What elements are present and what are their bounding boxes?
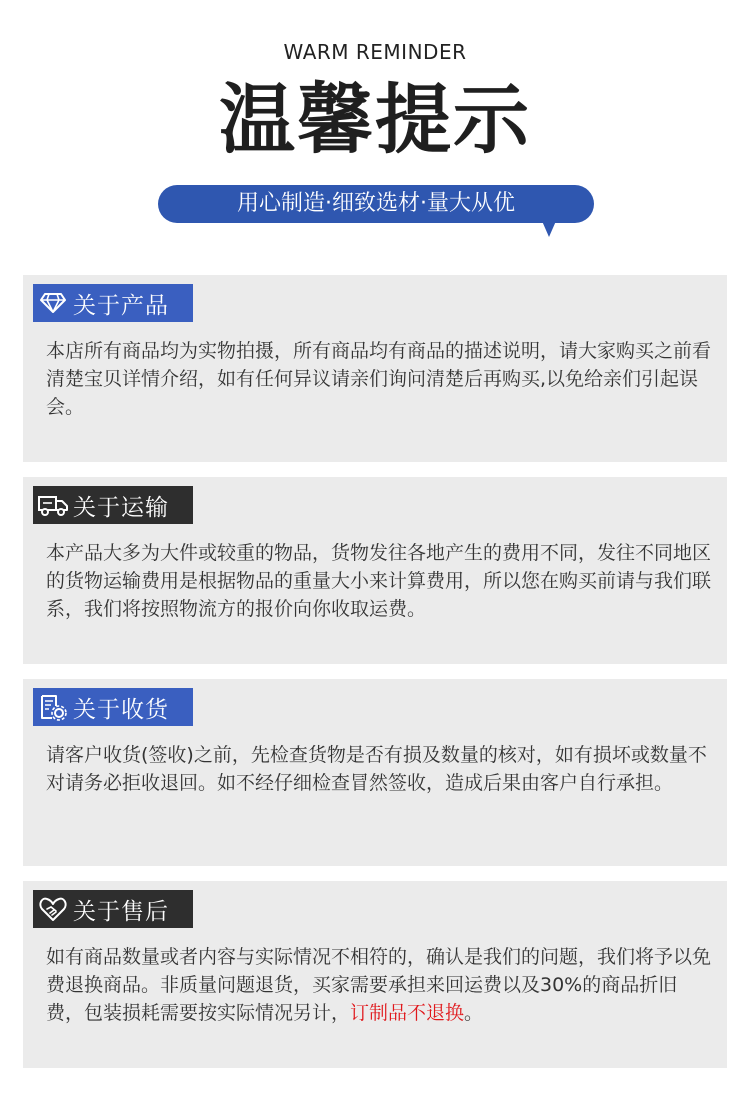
diamond-icon [38, 288, 68, 318]
section-text: 本店所有商品均为实物拍摄，所有商品均有商品的描述说明，请大家购买之前看清楚宝贝详情介绍，如有任何异议请亲们询问清楚后再购买,以免给亲们引起误会。 [46, 340, 712, 418]
section-product-header [33, 284, 193, 322]
section-title: 关于运输 [73, 494, 169, 521]
section-shipping-header [33, 486, 193, 524]
section-after-sales [23, 881, 727, 1068]
section-text: 请客户收货(签收)之前，先检查货物是否有损及数量的核对，如有损坏或数量不对请务必拒收退回。如不经仔细检查冒然签收，造成后果由客户自行承担。 [46, 744, 707, 794]
section-title: 关于产品 [73, 292, 169, 319]
section-text [46, 943, 711, 1027]
page-title: 温馨提示 [219, 75, 531, 164]
header-subtitle: WARM REMINDER [283, 40, 467, 64]
section-text-end: 。 [464, 1002, 484, 1024]
tagline-banner: 用心制造·细致选材·量大从优 [158, 185, 594, 223]
tagline-banner-tail [542, 221, 556, 237]
handshake-heart-icon [38, 894, 68, 924]
section-title: 关于收货 [73, 696, 169, 723]
section-product [23, 275, 727, 462]
custom-items-notice: 订制品不退换 [350, 1002, 465, 1024]
section-receiving-header [33, 688, 193, 726]
section-text: 本产品大多为大件或较重的物品，货物发往各地产生的费用不同，发往不同地区的货物运输费用是根据物品的重量大小来计算费用，所以您在购买前请与我们联系，我们将按照物流方的报价向你收取运费。 [46, 542, 712, 620]
truck-icon [38, 490, 68, 520]
section-shipping [23, 477, 727, 664]
section-text-body: 如有商品数量或者内容与实际情况不相符的，确认是我们的问题，我们将予以免费退换商品。非质量问题退货，买家需要承担来回运费以及30%的商品折旧费，包装损耗需要按实际情况另计， [46, 946, 712, 1024]
section-receiving [23, 679, 727, 866]
section-title: 关于售后 [73, 898, 169, 925]
receipt-gear-icon [38, 692, 68, 722]
section-after-sales-header [33, 890, 193, 928]
